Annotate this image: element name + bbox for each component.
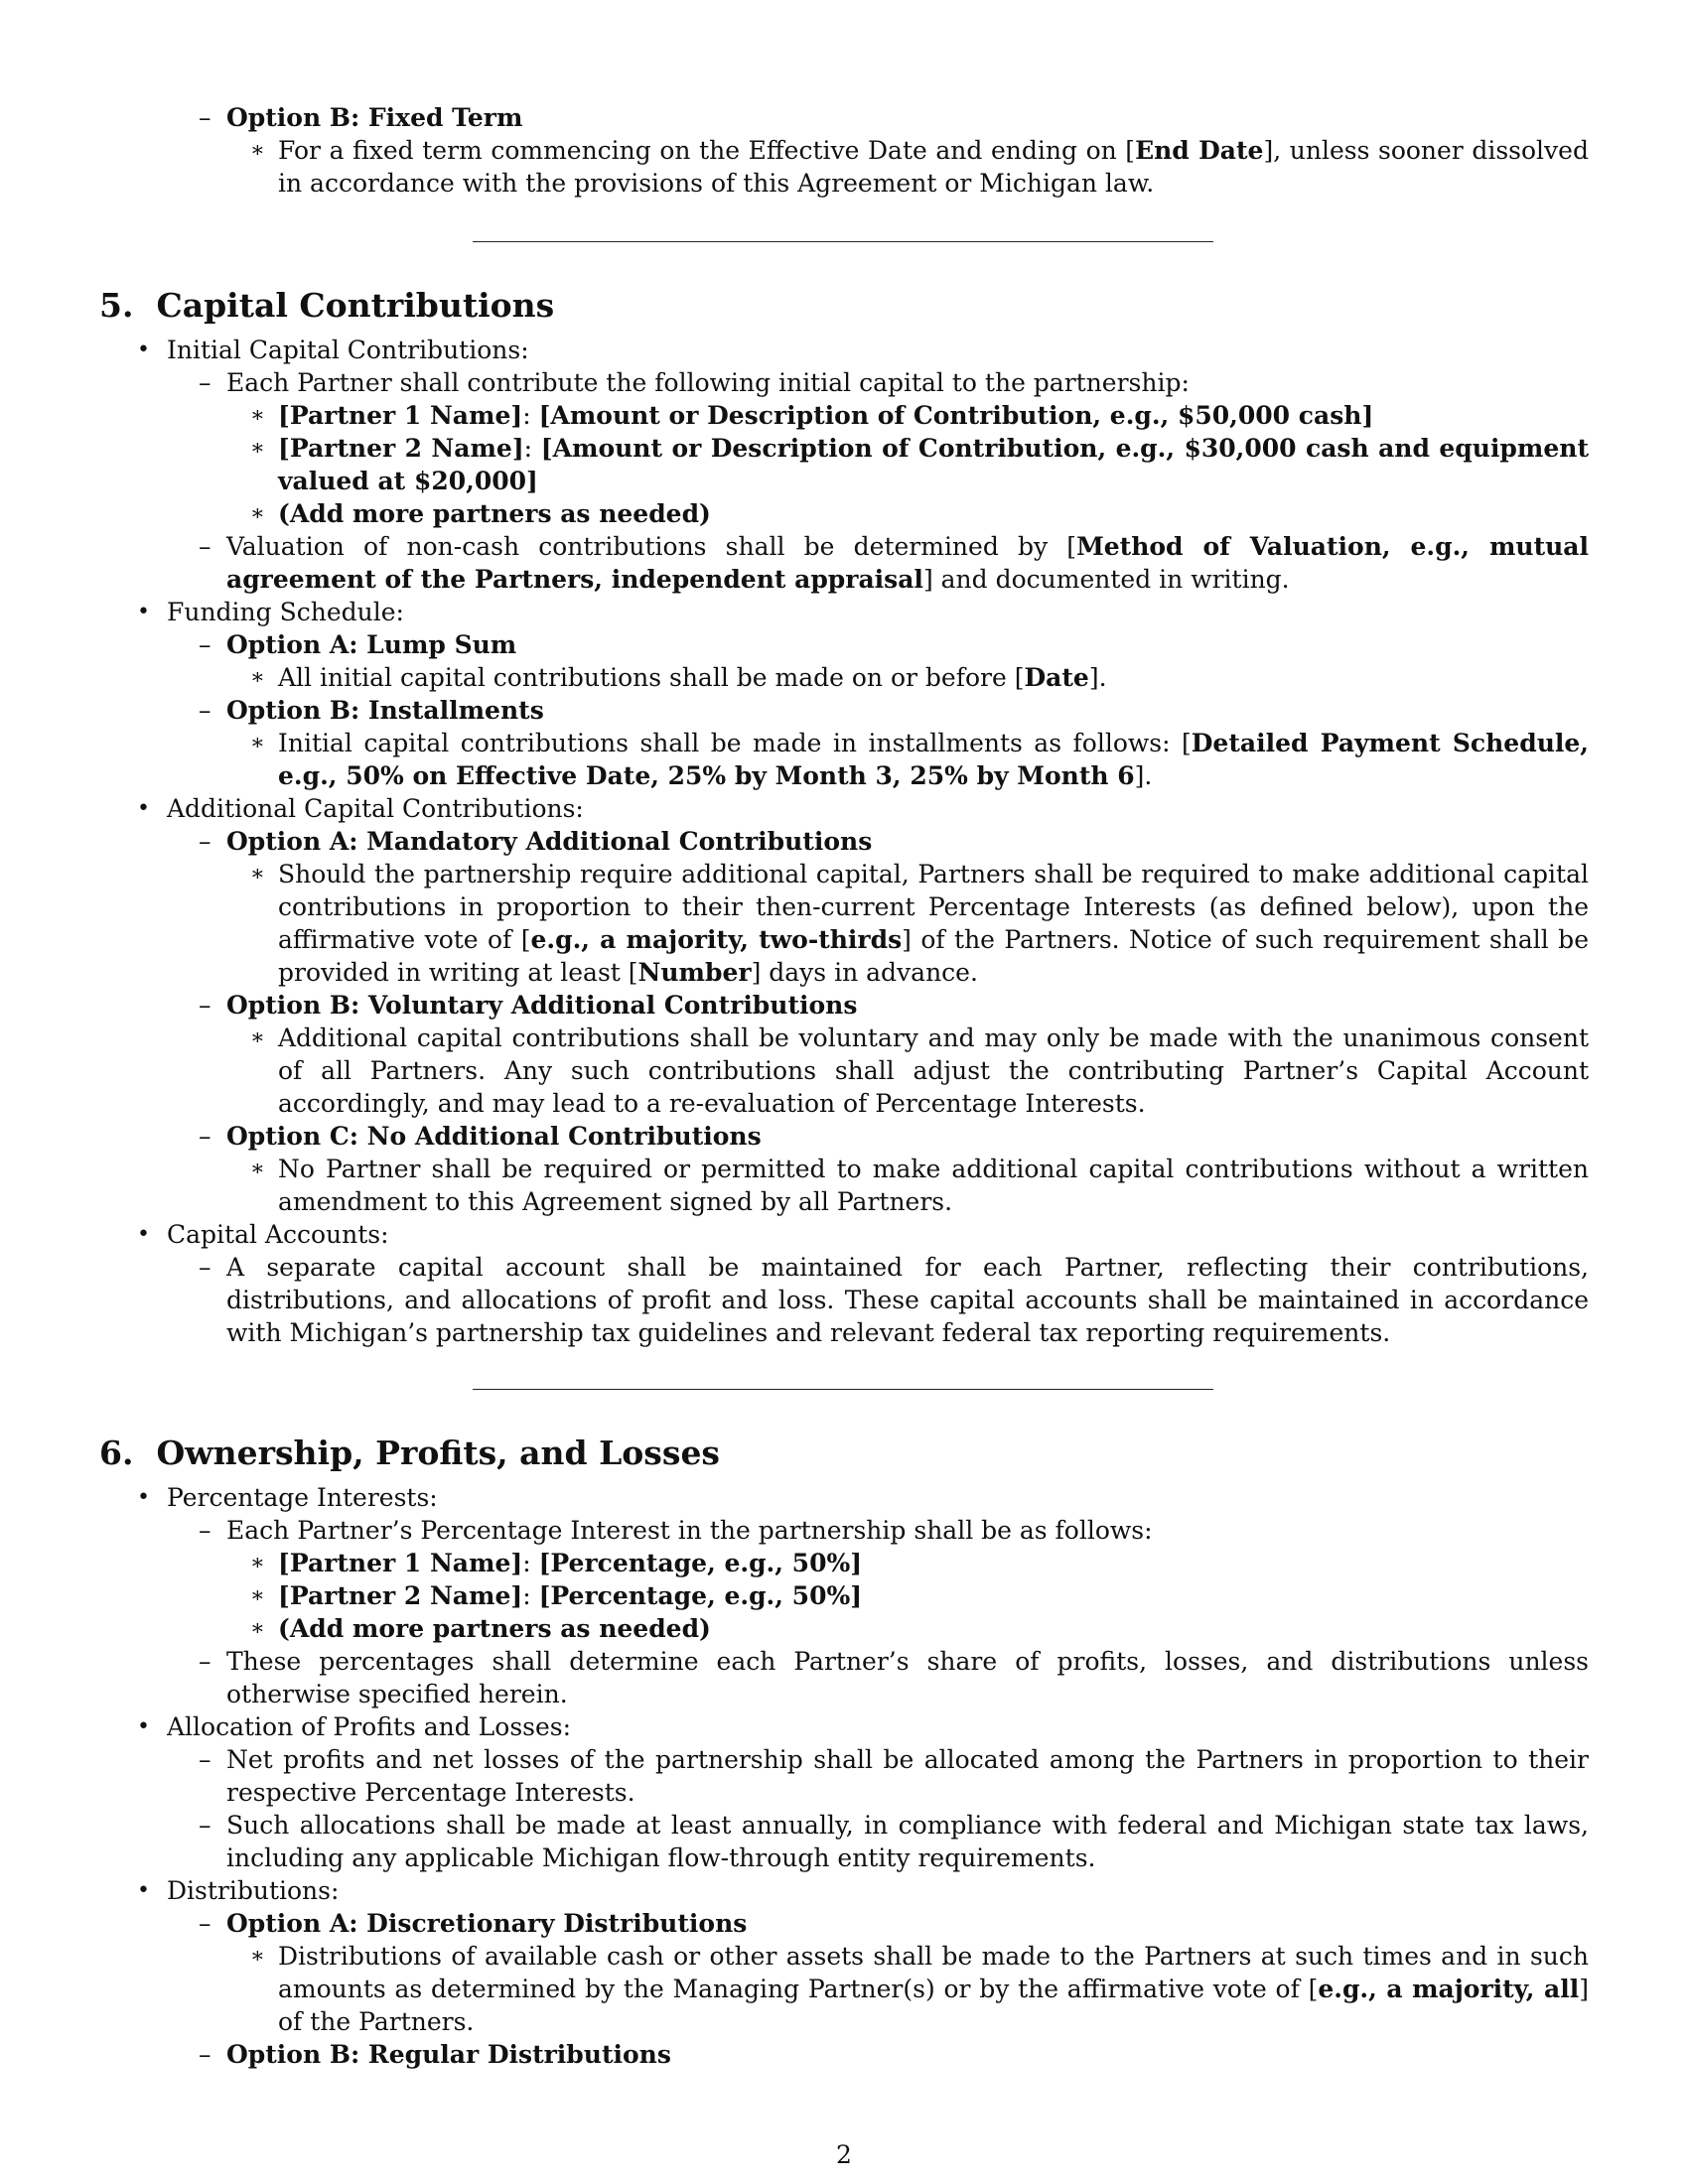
section-5-heading: 5. Capital Contributions xyxy=(99,286,555,325)
initial-capital-intro: – Each Partner shall contribute the following initial capital to the partnership: xyxy=(199,368,1190,397)
partner-2-contribution: ∗ [Partner 2 Name]: [Amount or Description of Contribution, e.g., $30,000 cash and equipment valued at $20,000] xyxy=(250,434,1589,495)
additional-capital-label: • Additional Capital Contributions: xyxy=(137,794,584,823)
allocation-item-2: – Such allocations shall be made at least annually, in compliance with federal and Michigan state tax laws, including any applicable Michigan flow-through entity requirements. xyxy=(199,1811,1589,1872)
additional-option-b-text: ∗ Additional capital contributions shall be voluntary and may only be made with the unanimous consent of all Partners. Any such contributions shall adjust the contributing Partner’s Capital Account accordingly, and may lead to a re-evaluation of Percentage Interests. xyxy=(250,1024,1589,1118)
percentage-determine-text: – These percentages shall determine each Partner’s share of profits, losses, and distributions unless otherwise specified herein. xyxy=(199,1647,1589,1708)
additional-option-c-text: ∗ No Partner shall be required or permitted to make additional capital contributions without a written amendment to this Agreement signed by all Partners. xyxy=(250,1155,1589,1216)
end-date-placeholder: End Date xyxy=(1135,136,1264,165)
funding-option-b-text: ∗ Initial capital contributions shall be made in installments as follows: [Detailed Payment Schedule, e.g., 50% on Effective Date, 25% by Month 3, 25% by Month 6]. xyxy=(250,729,1589,790)
allocation-item-1: – Net profits and net losses of the partnership shall be allocated among the Partners in proportion to their respective Percentage Interests. xyxy=(199,1745,1589,1807)
distributions-option-b: – Option B: Regular Distributions xyxy=(199,2040,671,2069)
partner-2-percentage: ∗ [Partner 2 Name]: [Percentage, e.g., 50%] xyxy=(250,1581,863,1610)
page-number: 2 xyxy=(836,2140,852,2169)
partner-1-percentage: ∗ [Partner 1 Name]: [Percentage, e.g., 50%] xyxy=(250,1549,863,1577)
capital-accounts-text: – A separate capital account shall be maintained for each Partner, reflecting their contributions, distributions, and allocations of profit and loss. These capital accounts shall be maintained in accordance with Michigan’s partnership tax guidelines and relevant federal tax reporting requirements. xyxy=(199,1253,1589,1347)
additional-option-a-text: ∗ Should the partnership require additional capital, Partners shall be required to make additional capital contributions in proportion to their then-current Percentage Interests (as defined below), upon the affirmative vote of [e.g., a majority, two-thirds] of the Partners. Notice of such requirement shall be provided in writing at least [Number] days in advance. xyxy=(250,860,1589,987)
valuation-text: – Valuation of non-cash contributions shall be determined by [Method of Valuation, e.g., mutual agreement of the Partners, independent appraisal] and documented in writing. xyxy=(199,532,1589,594)
allocation-label: • Allocation of Profits and Losses: xyxy=(137,1712,572,1741)
option-b-fixed-term: – Option B: Fixed Term xyxy=(199,103,523,132)
section-6-heading: 6. Ownership, Profits, and Losses xyxy=(99,1433,721,1472)
partner-1-contribution: ∗ [Partner 1 Name]: [Amount or Description of Contribution, e.g., $50,000 cash] xyxy=(250,401,1374,430)
distributions-option-a-text: ∗ Distributions of available cash or other assets shall be made to the Partners at such times and in such amounts as determined by the Managing Partner(s) or by the affirmative vote of [e.g., a majority, all] of the Partners. xyxy=(250,1942,1589,2036)
additional-option-a: – Option A: Mandatory Additional Contributions xyxy=(199,827,873,856)
distributions-label: • Distributions: xyxy=(137,1876,340,1905)
funding-schedule-label: • Funding Schedule: xyxy=(137,598,404,626)
additional-option-b: – Option B: Voluntary Additional Contributions xyxy=(199,991,858,1020)
capital-accounts-label: • Capital Accounts: xyxy=(137,1220,389,1249)
percentage-intro: – Each Partner’s Percentage Interest in the partnership shall be as follows: xyxy=(199,1516,1153,1545)
add-more-partners: ∗ (Add more partners as needed) xyxy=(250,499,711,528)
distributions-option-a: – Option A: Discretionary Distributions xyxy=(199,1909,748,1938)
funding-option-a: – Option A: Lump Sum xyxy=(199,630,517,659)
add-more-partners: ∗ (Add more partners as needed) xyxy=(250,1614,711,1643)
percentage-interests-label: • Percentage Interests: xyxy=(137,1483,438,1512)
initial-capital-label: • Initial Capital Contributions: xyxy=(137,336,529,364)
fixed-term-text: ∗ For a fixed term commencing on the Effective Date and ending on [End Date], unless sooner dissolved in accordance with the provisions of this Agreement or Michigan law. xyxy=(250,136,1589,198)
funding-option-a-text: ∗ All initial capital contributions shall be made on or before [Date]. xyxy=(250,663,1107,692)
funding-option-b: – Option B: Installments xyxy=(199,696,544,725)
additional-option-c: – Option C: No Additional Contributions xyxy=(199,1122,762,1151)
